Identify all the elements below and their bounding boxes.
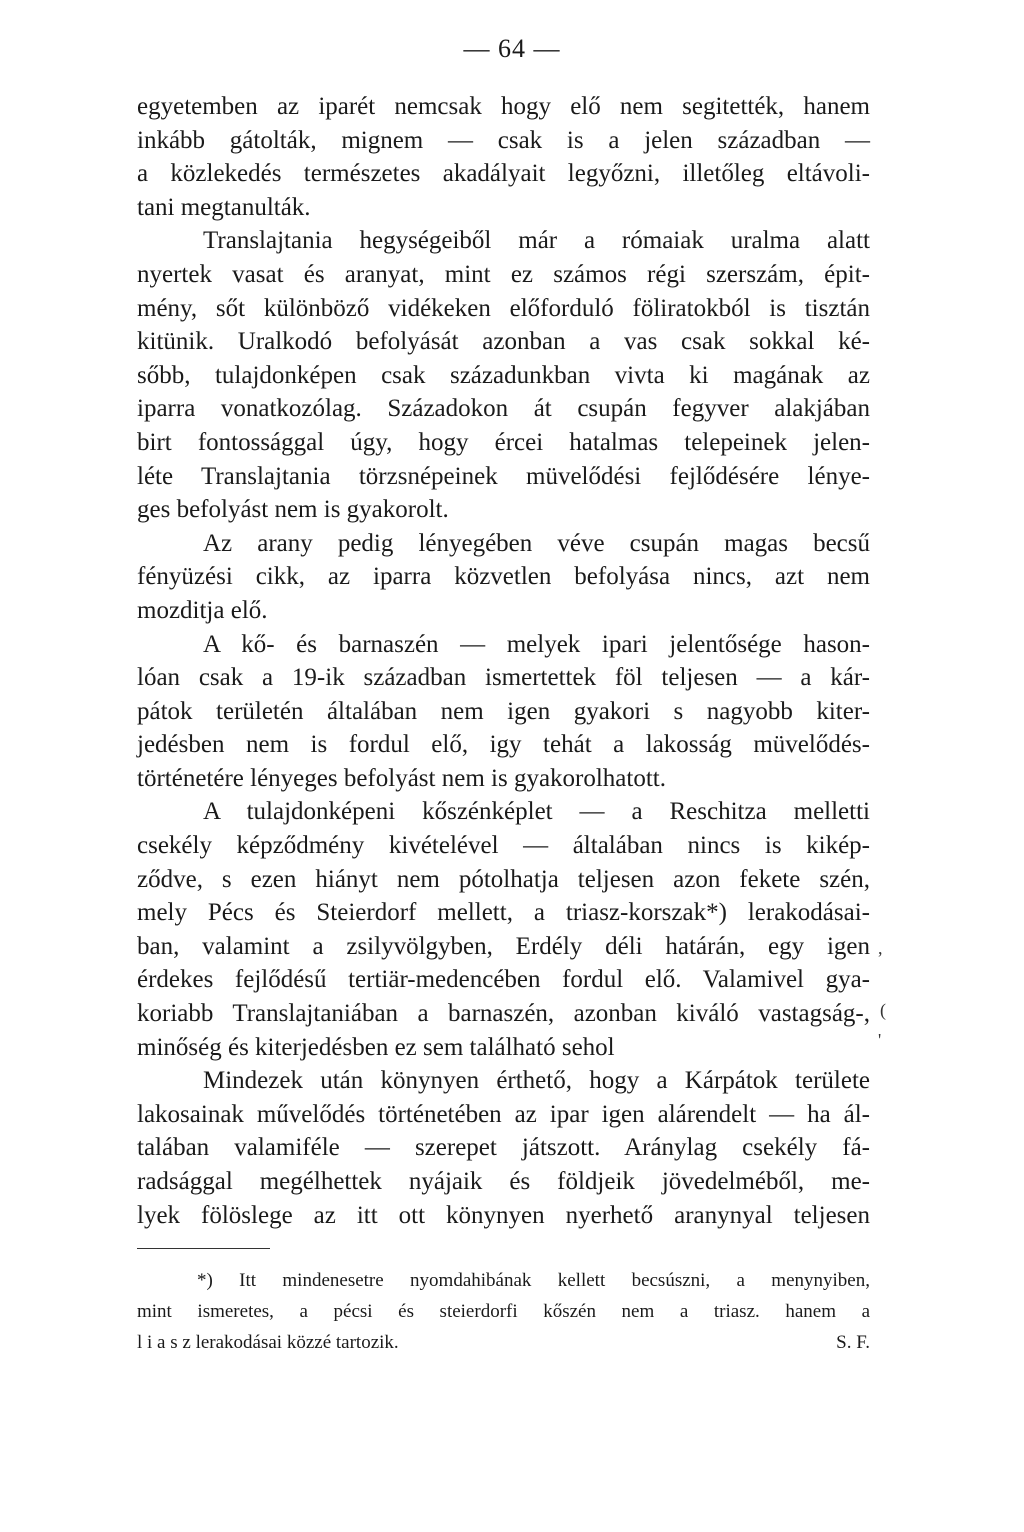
text-line: pátok területén általában nem igen gyakori s nagyobb kiter- xyxy=(137,697,870,725)
text-line: jedésben nem is fordul elő, igy tehát a lakosság müvelődés- xyxy=(137,731,870,759)
body-text xyxy=(137,90,870,1232)
text-line: kitünik. Uralkodó befolyását azonban a vas csak sokkal ké- xyxy=(137,328,870,356)
text-line: fényüzési cikk, az iparra közvetlen befolyása nincs, azt nem xyxy=(137,563,870,591)
text-line: ban, valamint a zsilyvölgyben, Erdély déli határán, egy igen xyxy=(137,932,870,960)
footnote-signature: S. F. xyxy=(836,1332,870,1353)
text-line: ges befolyást nem is gyakorolt. xyxy=(137,496,449,524)
text-line: A kő- és barnaszén — melyek ipari jelentősége hason- xyxy=(203,630,870,658)
margin-mark: ' xyxy=(878,1030,882,1050)
text-line: koriabb Translajtaniában a barnaszén, azonban kiváló vastagság-, xyxy=(137,1000,870,1028)
text-line: nyertek vasat és aranyat, mint ez számos régi szerszám, épit- xyxy=(137,260,870,288)
text-line: ződve, s ezen hiányt nem pótolhatja teljesen azon fekete szén, xyxy=(137,865,870,893)
margin-mark: ( xyxy=(880,1000,886,1020)
text-line: egyetemben az iparét nemcsak hogy elő nem segitették, hanem xyxy=(137,93,870,120)
page-number: — 64 — xyxy=(463,34,561,63)
footnote xyxy=(137,1265,870,1358)
text-line: történetére lényeges befolyást nem is gyakorolhatott. xyxy=(137,764,666,792)
text-line: mény, sőt különböző vidékeken előforduló föliratokból is tisztán xyxy=(137,294,870,322)
text-line: Translajtania hegységeiből már a rómaiak uralma alatt xyxy=(203,227,870,255)
text-line: érdekes fejlődésű tertiär-medencében fordul elő. Valamivel gya- xyxy=(137,966,870,994)
text-line: Mindezek után könynyen érthető, hogy a Kárpátok területe xyxy=(203,1067,870,1095)
text-line: mely Pécs és Steierdorf mellett, a triasz-korszak*) lerakodásai- xyxy=(137,899,870,927)
text-line: lakosainak művelődés történetében az ipar igen alárendelt — ha ál- xyxy=(137,1100,870,1128)
text-line: mozditja elő. xyxy=(137,596,268,624)
text-line: Az arany pedig lényegében véve csupán magas becsű xyxy=(203,529,870,557)
text-line: minőség és kiterjedésben ez sem található sehol xyxy=(137,1033,615,1061)
text-line: csekély képződmény kivételével — általában nincs is kikép- xyxy=(137,832,870,860)
footnote-last-line xyxy=(137,1327,870,1358)
footnote-line: mint ismeretes, a pécsi és steierdorfi kőszén nem a triasz. hanem a xyxy=(137,1301,870,1322)
text-line: léte Translajtania törzsnépeinek müvelődési fejlődésére lénye- xyxy=(137,462,870,490)
text-line: iparra vonatkozólag. Századokon át csupán fegyver alakjában xyxy=(137,395,870,423)
text-line: A tulajdonképeni kőszénképlet — a Reschitza melletti xyxy=(203,798,870,826)
text-line: radsággal megélhettek nyájaik és földjeik jövedelméből, me- xyxy=(137,1168,870,1195)
margin-mark: , xyxy=(878,938,883,958)
text-line: birt fontossággal úgy, hogy ércei hatalmas telepeinek jelen- xyxy=(137,428,870,456)
text-line: tani megtanulták. xyxy=(137,193,311,221)
text-line: a közlekedés természetes akadályait legyőzni, illetőleg eltávoli- xyxy=(137,160,870,188)
text-line: lóan csak a 19-ik században ismertettek föl teljesen — a kár- xyxy=(137,664,870,692)
footnote-line: l i a s z lerakodásai közzé tartozik. xyxy=(137,1332,399,1353)
text-line: talában valamiféle — szerepet játszott. Aránylag csekély fá- xyxy=(137,1134,870,1162)
footnote-divider xyxy=(137,1248,270,1249)
text-line: sőbb, tulajdonképen csak századunkban vivta ki magának az xyxy=(137,361,870,389)
text-line: inkább gátolták, mignem — csak is a jelen században — xyxy=(137,126,870,154)
text-line: lyek fölöslege az itt ott könynyen nyerhető aranynyal teljesen xyxy=(137,1201,870,1229)
footnote-line: *) Itt mindenesetre nyomdahibának kellett becsúszni, a menynyiben, xyxy=(197,1270,870,1291)
